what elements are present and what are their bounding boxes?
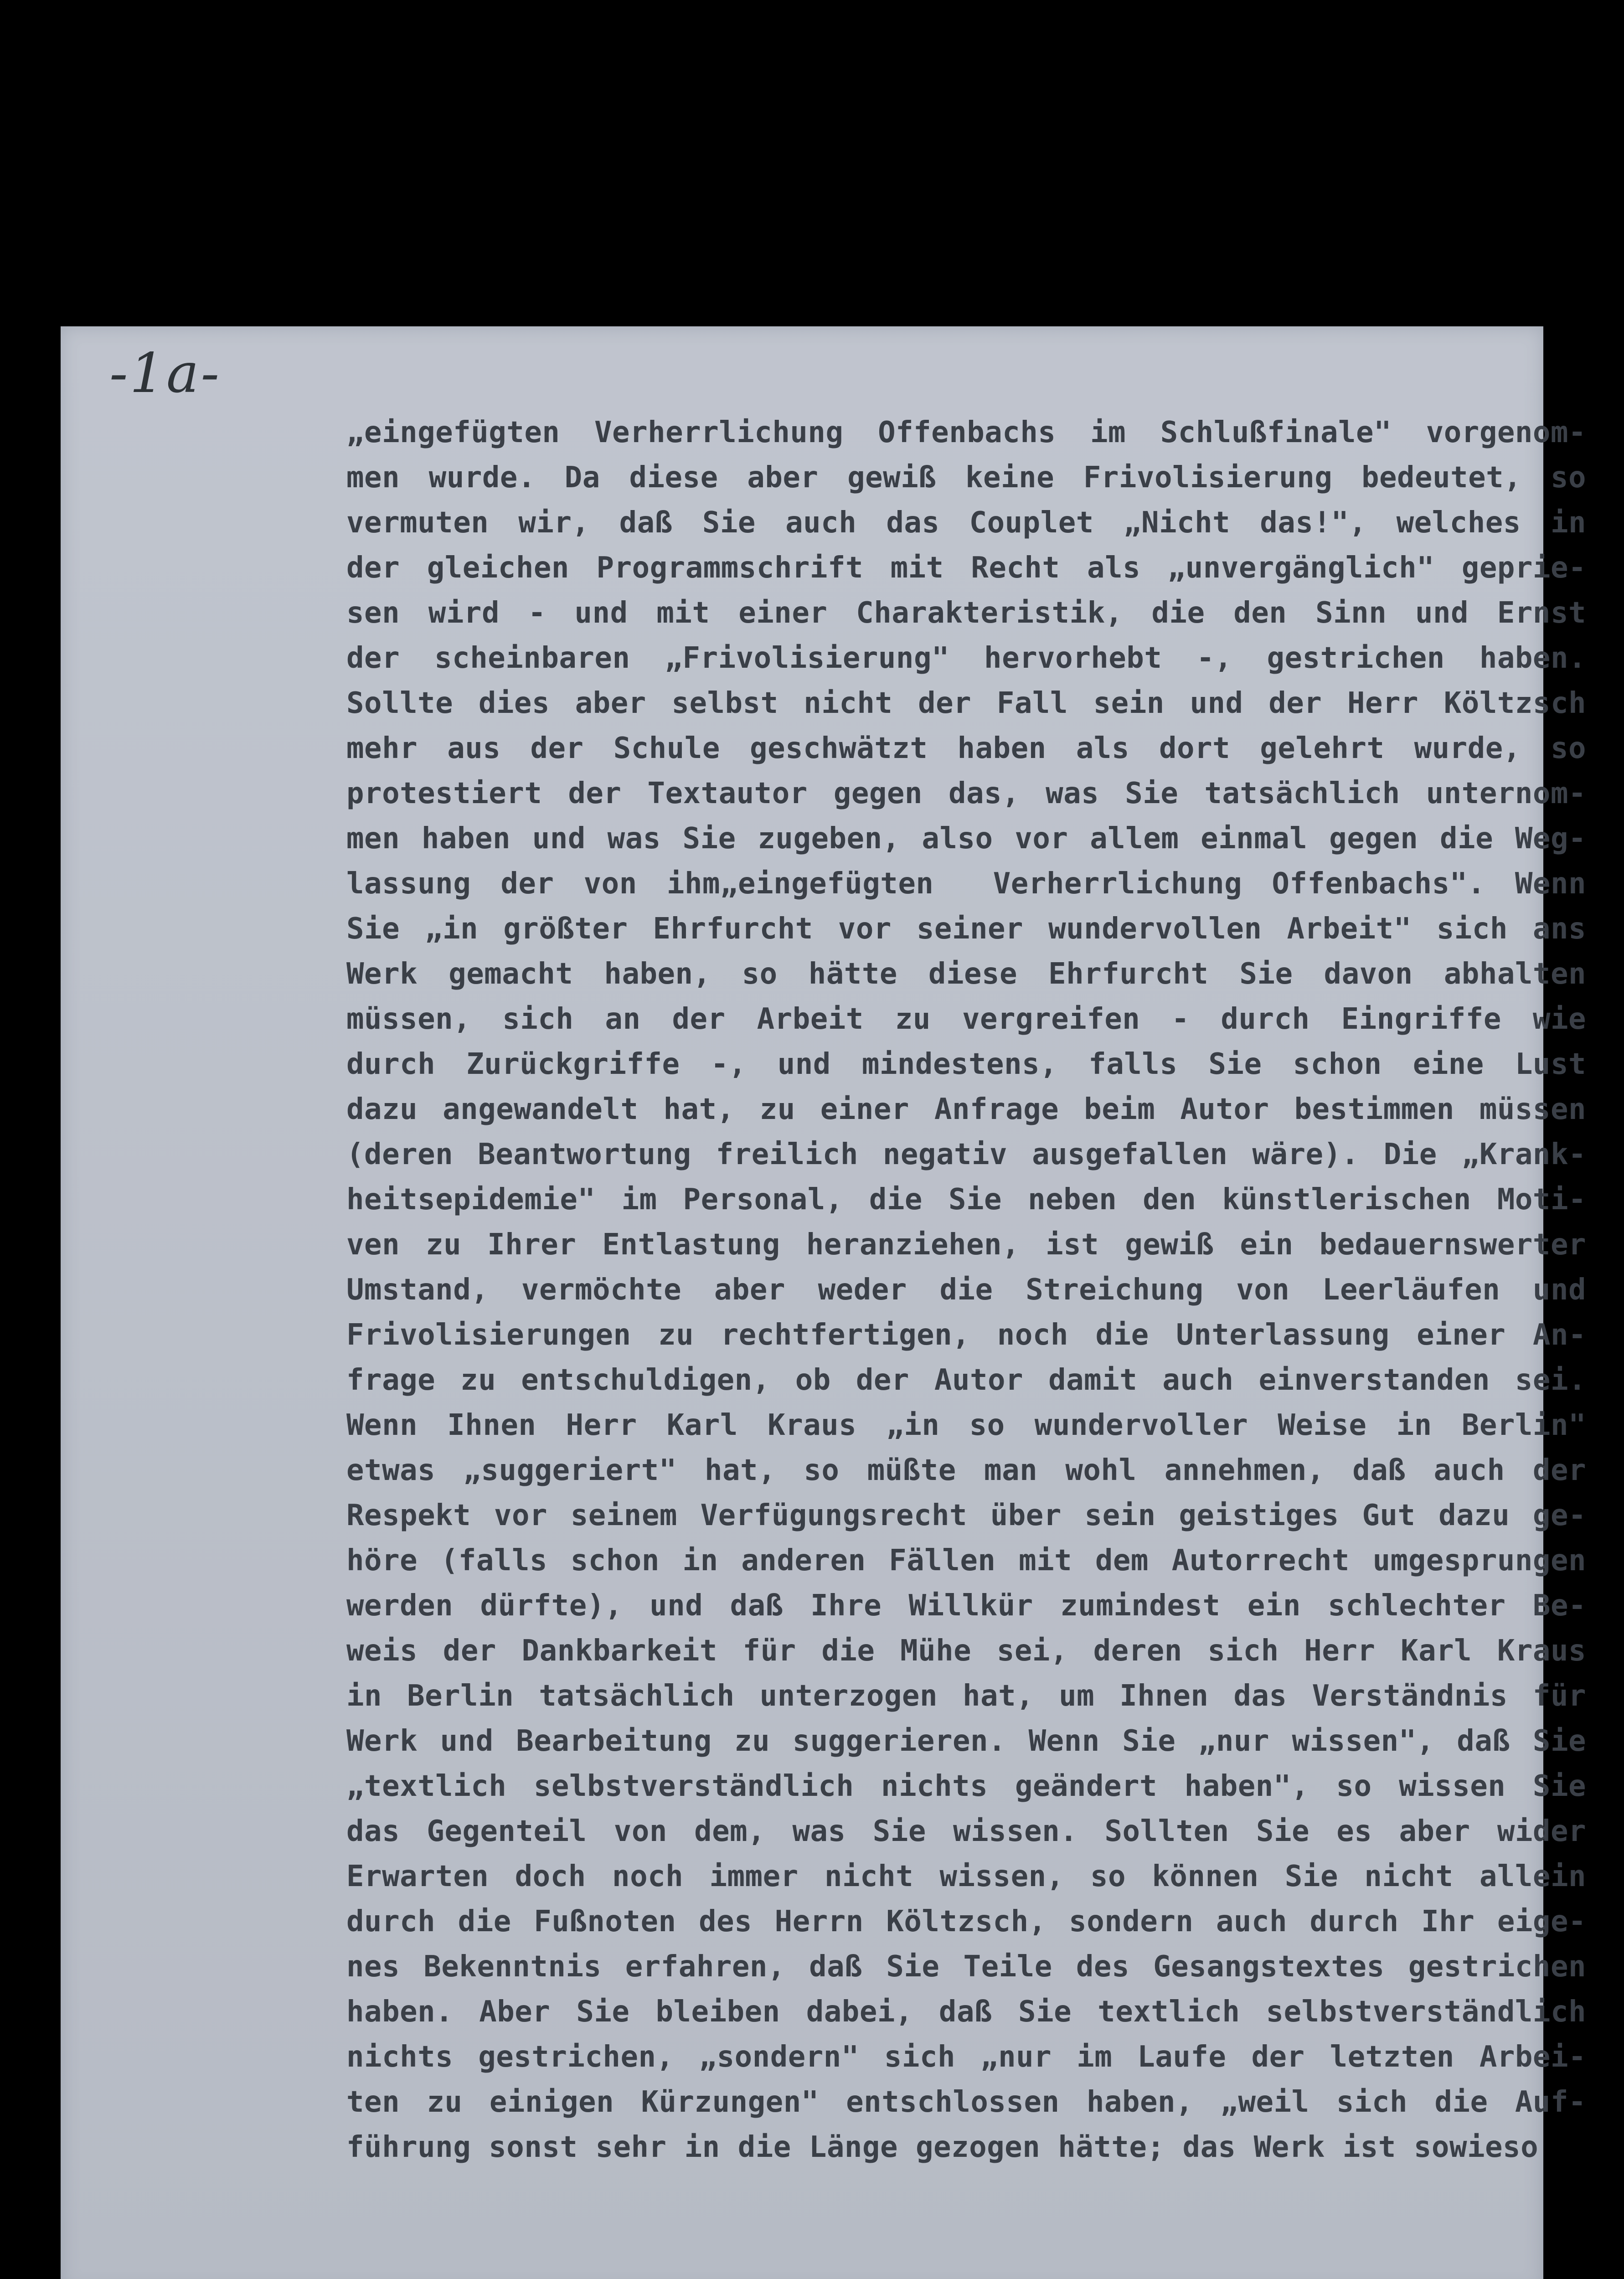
text-line: nichts gestrichen, „sondern" sich „nur im Laufe der letzten Arbei- — [346, 2040, 1586, 2074]
text-line: heitsepidemie" im Personal, die Sie neben den künstlerischen Moti- — [346, 1183, 1586, 1217]
text-line: „textlich selbstverständlich nichts geändert haben", so wissen Sie — [346, 1769, 1586, 1803]
text-line: Respekt vor seinem Verfügungsrecht über sein geistiges Gut dazu ge- — [346, 1499, 1586, 1532]
text-line: der scheinbaren „Frivolisierung" hervorhebt -, gestrichen haben. — [346, 641, 1586, 675]
text-line: „eingefügten Verherrlichung Offenbachs im Schlußfinale" vorgenom- — [346, 416, 1586, 449]
text-line: Wenn Ihnen Herr Karl Kraus „in so wundervoller Weise in Berlin" — [346, 1408, 1586, 1442]
text-line: höre (falls schon in anderen Fällen mit dem Autorrecht umgesprungen — [346, 1544, 1586, 1578]
page-number-mark: -1a- — [109, 342, 221, 405]
text-line: Frivolisierungen zu rechtfertigen, noch die Unterlassung einer An- — [346, 1318, 1586, 1352]
text-line: Werk gemacht haben, so hätte diese Ehrfurcht Sie davon abhalten — [346, 957, 1586, 991]
text-line: etwas „suggeriert" hat, so müßte man wohl annehmen, daß auch der — [346, 1454, 1586, 1487]
text-line: men haben und was Sie zugeben, also vor allem einmal gegen die Weg- — [346, 822, 1586, 856]
text-line: in Berlin tatsächlich unterzogen hat, um Ihnen das Verständnis für — [346, 1679, 1586, 1713]
text-line: men wurde. Da diese aber gewiß keine Frivolisierung bedeutet, so — [346, 461, 1586, 495]
text-line: sen wird - und mit einer Charakteristik, die den Sinn und Ernst — [346, 596, 1586, 630]
text-line: Sollte dies aber selbst nicht der Fall sein und der Herr Költzsch — [346, 686, 1586, 720]
text-line: vermuten wir, daß Sie auch das Couplet „Nicht das!", welches in — [346, 506, 1586, 540]
text-line: frage zu entschuldigen, ob der Autor damit auch einverstanden sei. — [346, 1363, 1586, 1397]
text-line: ten zu einigen Kürzungen" entschlossen haben, „weil sich die Auf- — [346, 2085, 1586, 2119]
text-line: müssen, sich an der Arbeit zu vergreifen - durch Eingriffe wie — [346, 1002, 1586, 1036]
body-text — [346, 410, 1586, 2170]
text-line: der gleichen Programmschrift mit Recht als „unvergänglich" geprie- — [346, 551, 1586, 585]
text-line: dazu angewandelt hat, zu einer Anfrage beim Autor bestimmen müssen — [346, 1093, 1586, 1126]
text-line: führung sonst sehr in die Länge gezogen hätte; das Werk ist sowieso — [346, 2130, 1539, 2164]
text-line: nes Bekenntnis erfahren, daß Sie Teile des Gesangstextes gestrichen — [346, 1950, 1586, 1984]
text-line: weis der Dankbarkeit für die Mühe sei, deren sich Herr Karl Kraus — [346, 1634, 1586, 1668]
text-line: Erwarten doch noch immer nicht wissen, so können Sie nicht allein — [346, 1860, 1586, 1893]
text-line: Sie „in größter Ehrfurcht vor seiner wundervollen Arbeit" sich ans — [346, 912, 1586, 946]
text-line: ven zu Ihrer Entlastung heranziehen, ist gewiß ein bedauernswerter — [346, 1228, 1586, 1262]
text-line: werden dürfte), und daß Ihre Willkür zumindest ein schlechter Be- — [346, 1589, 1586, 1623]
text-line: durch Zurückgriffe -, und mindestens, falls Sie schon eine Lust — [346, 1047, 1586, 1081]
text-line: lassung der von ihm„eingefügten Verherrlichung Offenbachs". Wenn — [346, 867, 1586, 901]
text-line: protestiert der Textautor gegen das, was Sie tatsächlich unternom- — [346, 777, 1586, 810]
text-line: Werk und Bearbeitung zu suggerieren. Wenn Sie „nur wissen", daß Sie — [346, 1724, 1586, 1758]
text-line: das Gegenteil von dem, was Sie wissen. Sollten Sie es aber wider — [346, 1815, 1586, 1848]
text-line: mehr aus der Schule geschwätzt haben als dort gelehrt wurde, so — [346, 732, 1586, 765]
text-line: Umstand, vermöchte aber weder die Streichung von Leerläufen und — [346, 1273, 1586, 1307]
text-line: durch die Fußnoten des Herrn Költzsch, sondern auch durch Ihr eige- — [346, 1905, 1586, 1939]
text-line: (deren Beantwortung freilich negativ ausgefallen wäre). Die „Krank- — [346, 1138, 1586, 1171]
text-line: haben. Aber Sie bleiben dabei, daß Sie textlich selbstverständlich — [346, 1995, 1586, 2029]
